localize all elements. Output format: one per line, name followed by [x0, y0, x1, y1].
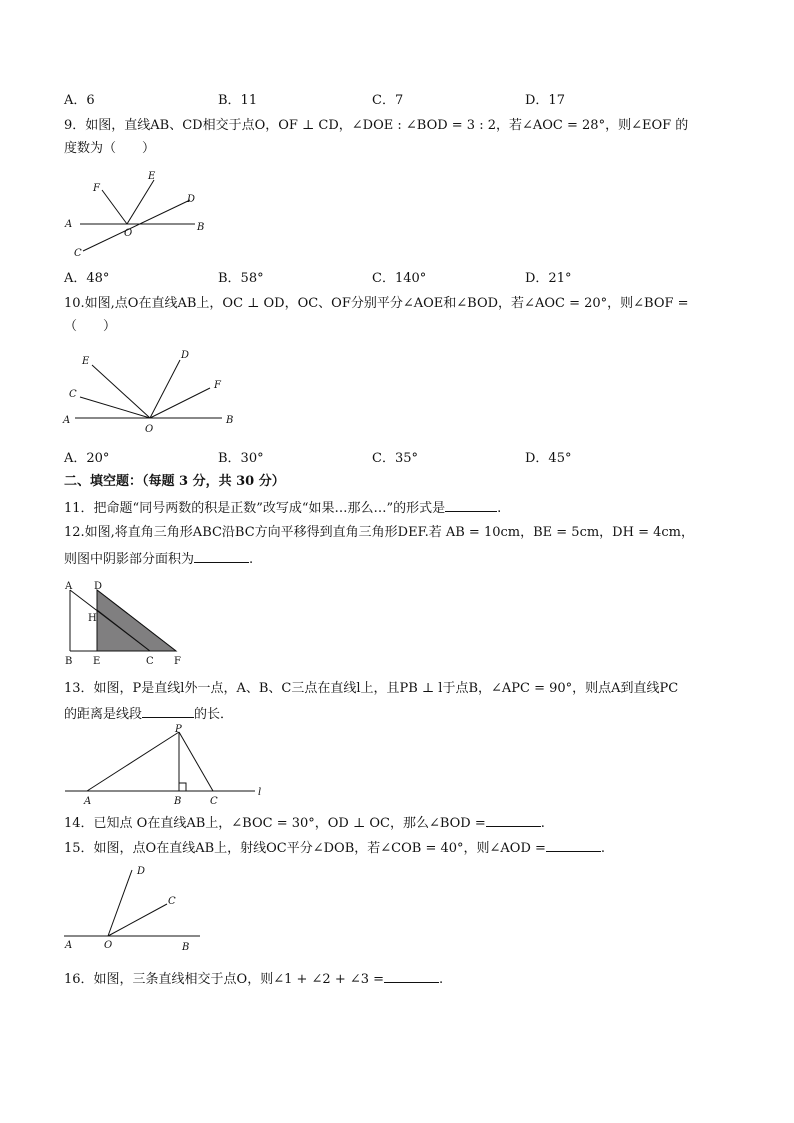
q15-figure — [60, 862, 210, 954]
q13-label-a: A — [84, 796, 92, 807]
q9-option-b: B．58° — [218, 271, 264, 286]
q10-ray-oc — [80, 397, 150, 418]
q11-text: 11．把命题“同号两数的积是正数”改写成“如果…那么…”的形式是 — [64, 501, 446, 516]
q14-text: 14．已知点 O在直线AB上，∠BOC = 30°，OD ⊥ OC，那么∠BOD = — [64, 816, 486, 831]
q9-label-a: A — [65, 219, 73, 230]
q9-stem-line1: 9．如图，直线AB、CD相交于点O，OF ⊥ CD，∠DOE : ∠BOD = 3 : 2，若∠AOC = 28°，则∠EOF 的 — [64, 118, 689, 133]
q13-label-c: C — [210, 796, 218, 807]
q10-ray-oe — [92, 365, 150, 418]
q10-option-b: B．30° — [218, 451, 264, 466]
q9-label-c: C — [74, 248, 82, 259]
q10-label-a: A — [63, 415, 71, 426]
q15-end: . — [600, 841, 606, 856]
q11-end: . — [497, 501, 502, 516]
q16-line — [64, 968, 443, 989]
q10-stem-line1: 10.如图,点O在直线AB上，OC ⊥ OD，OC、OF分别平分∠AOE和∠BOD，若∠AOC = 20°，则∠BOF = — [64, 296, 689, 311]
q13-end: 的长． — [194, 707, 234, 722]
q12-label-h: H — [88, 613, 97, 624]
q10-option-d: D．45° — [525, 451, 572, 466]
section2-heading — [64, 473, 285, 491]
q15-label-c: C — [168, 896, 176, 907]
q10-option-c: C．35° — [372, 451, 418, 466]
q13-right-angle-mark — [179, 783, 186, 791]
q13-stem-line2: 的距离是线段 — [64, 707, 143, 722]
q9-label-f: F — [93, 183, 100, 194]
q9-label-e: E — [148, 171, 156, 182]
q10-stem-line2: （ ） — [64, 319, 117, 334]
q12-label-b: B — [65, 656, 73, 667]
q13-segment-pc — [179, 732, 213, 791]
q10-label-d: D — [181, 350, 190, 361]
section2-note: （每题 3 分，共 30 分） — [142, 474, 285, 489]
q10-label-c: C — [69, 389, 77, 400]
q9-figure — [60, 165, 220, 265]
q9-ray-oe — [127, 180, 154, 224]
q12-label-f: F — [174, 656, 181, 667]
q12-line2 — [64, 548, 253, 569]
q14-line — [64, 812, 545, 833]
q15-ray-oc — [108, 904, 167, 936]
q13-label-p: P — [175, 724, 182, 735]
q14-end: . — [540, 816, 545, 831]
q13-label-l: l — [258, 787, 262, 798]
q8-option-b: B．11 — [218, 93, 258, 108]
q15-ray-od — [108, 870, 132, 936]
q10-figure — [60, 345, 250, 440]
q15-label-o: O — [104, 940, 113, 951]
q13-stem-line1: 13．如图，P是直线l外一点，A、B、C三点在直线l上，且PB ⊥ l于点B，∠APC = 90°，则点A到直线PC — [64, 681, 679, 696]
q12-label-a: A — [65, 581, 73, 592]
q10-label-o: O — [145, 424, 154, 435]
q9-ray-of — [102, 190, 127, 224]
q10-ray-od — [150, 360, 180, 418]
q15-label-a: A — [65, 940, 73, 951]
q10-label-b: B — [226, 415, 234, 426]
q10-ray-of — [150, 388, 210, 418]
q16-answer-blank[interactable] — [384, 968, 439, 983]
q12-stem-line2: 则图中阴影部分面积为 — [64, 552, 195, 567]
q9-label-b: B — [197, 222, 205, 233]
q8-option-c: C．7 — [372, 93, 404, 108]
q12-answer-blank[interactable] — [194, 548, 249, 563]
q11-line — [64, 497, 501, 518]
q12-stem-line1: 12.如图,将直角三角形ABC沿BC方向平移得到直角三角形DEF.若 AB = 10cm，BE = 5cm，DH = 4cm， — [64, 525, 694, 540]
q13-line2 — [64, 703, 233, 724]
q16-end: . — [439, 972, 444, 987]
q13-figure — [60, 722, 275, 810]
q9-label-o: O — [124, 228, 133, 239]
q13-answer-blank[interactable] — [142, 703, 194, 718]
q10-option-a: A．20° — [64, 451, 110, 466]
q10-label-e: E — [82, 356, 90, 367]
q15-label-d: D — [137, 866, 146, 877]
section2-title: 二、填空题： — [64, 474, 143, 489]
q9-option-d: D．21° — [525, 271, 572, 286]
q8-option-a: A．6 — [64, 93, 95, 108]
q10-label-f: F — [214, 380, 221, 391]
q14-answer-blank[interactable] — [486, 812, 541, 827]
q12-label-d: D — [94, 581, 103, 592]
q9-option-c: C．140° — [372, 271, 427, 286]
q16-text: 16．如图，三条直线相交于点O，则∠1 + ∠2 + ∠3 = — [64, 972, 385, 987]
q12-label-c: C — [146, 656, 154, 667]
q13-segment-pa — [87, 732, 179, 791]
q9-option-a: A．48° — [64, 271, 110, 286]
q13-label-b: B — [174, 796, 182, 807]
q12-label-e: E — [93, 656, 101, 667]
q15-line — [64, 837, 605, 858]
q15-text: 15．如图，点O在直线AB上，射线OC平分∠DOB，若∠COB = 40°，则∠AOD = — [64, 841, 546, 856]
q15-answer-blank[interactable] — [546, 837, 601, 852]
q12-figure — [60, 578, 195, 668]
q15-label-b: B — [182, 942, 190, 953]
q12-end: . — [249, 552, 254, 567]
q8-option-d: D．17 — [525, 93, 565, 108]
q11-answer-blank[interactable] — [445, 497, 497, 512]
q9-label-d: D — [187, 194, 196, 205]
q9-stem-line2: 度数为（ ） — [64, 141, 156, 156]
